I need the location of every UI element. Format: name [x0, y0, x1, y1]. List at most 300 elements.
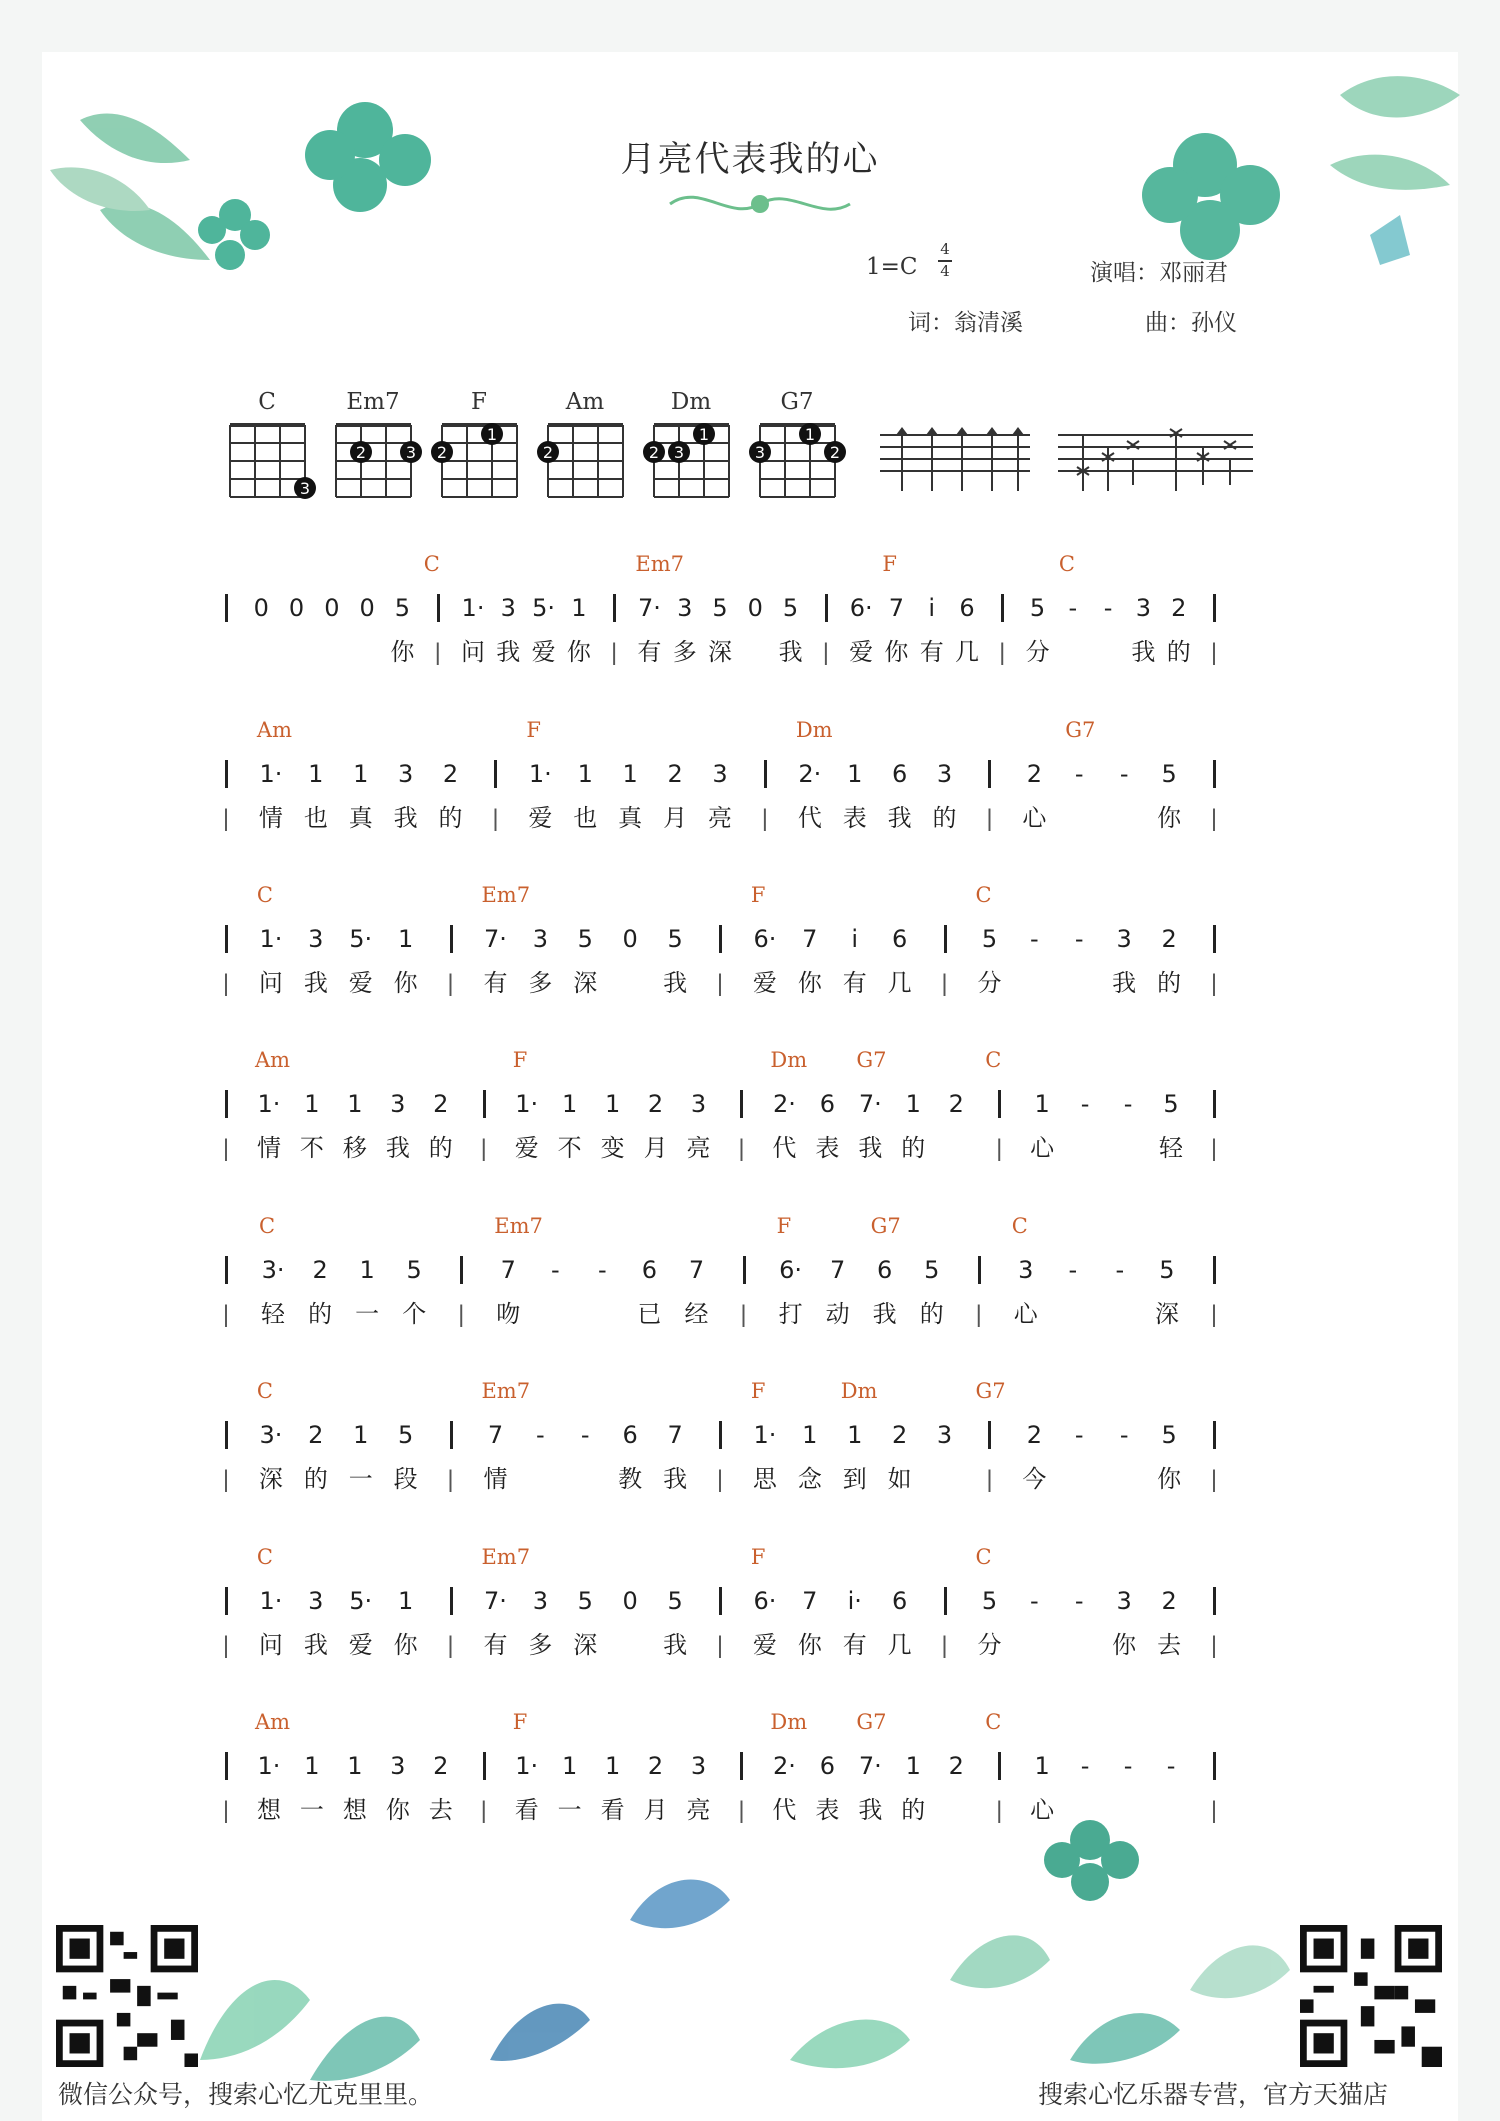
- lyric-char: 我: [303, 970, 328, 997]
- note: 7: [829, 1256, 846, 1284]
- lyric-char: 表: [815, 1797, 840, 1824]
- svg-text:2: 2: [355, 443, 367, 462]
- bar-line: [1213, 1256, 1216, 1284]
- notation-line: [226, 1086, 1216, 1124]
- chord-label: C: [423, 552, 440, 576]
- lyric-char: 问: [258, 970, 283, 997]
- note: 3: [532, 1587, 548, 1615]
- note: 7·: [858, 1752, 882, 1780]
- note: 1·: [461, 594, 485, 622]
- note: 1·: [257, 1090, 281, 1118]
- lyric-char: 你: [1112, 1632, 1137, 1659]
- note: 1: [1034, 1090, 1050, 1118]
- note: -: [1123, 1752, 1133, 1780]
- svg-text:1: 1: [486, 425, 498, 444]
- lyric-char: 有: [842, 970, 867, 997]
- note: 1: [802, 1421, 818, 1449]
- lyric-char: 心: [1022, 805, 1047, 832]
- lyric-char: 一: [348, 1466, 373, 1493]
- note: 6: [819, 1752, 836, 1780]
- lyric-char: 看: [600, 1797, 625, 1824]
- note: 5: [712, 594, 728, 622]
- note: 7: [802, 925, 818, 953]
- lyric-char: 代: [772, 1135, 797, 1162]
- note: 0: [253, 594, 269, 622]
- lyric-bar: |: [434, 639, 441, 666]
- bar-line: [825, 594, 828, 622]
- lyric-char: 代: [797, 805, 822, 832]
- bar-line: [1001, 594, 1004, 622]
- note: -: [1166, 1752, 1176, 1780]
- note: 6: [641, 1256, 658, 1284]
- note: 5: [981, 1587, 998, 1615]
- note: 5: [394, 594, 411, 622]
- note: 2: [442, 760, 459, 788]
- note: -: [1030, 1587, 1039, 1615]
- note: 1: [905, 1752, 921, 1780]
- note: 7: [802, 1587, 818, 1615]
- notation-line: [226, 590, 1216, 628]
- note: 1: [1034, 1752, 1050, 1780]
- lyric-bar: |: [492, 805, 499, 832]
- note: 5: [782, 594, 799, 622]
- lyric-char: 爱: [348, 970, 373, 997]
- time-signature-line: [938, 260, 952, 262]
- note: -: [580, 1421, 590, 1449]
- note: 1·: [515, 1090, 539, 1118]
- lyric-bar: |: [716, 1466, 724, 1493]
- lyric-char: 想: [342, 1797, 367, 1824]
- lyric-char: 如: [887, 1466, 912, 1493]
- note: -: [1115, 1256, 1125, 1284]
- note: 5: [577, 925, 593, 953]
- chord-label: C: [985, 1048, 1002, 1072]
- bar-line: [450, 925, 453, 953]
- chord-label: G7: [856, 1048, 887, 1072]
- note: 1: [604, 1752, 621, 1780]
- lyric-char: 有: [842, 1632, 867, 1659]
- lyric-bar: |: [1210, 1135, 1218, 1162]
- bar-line: [437, 594, 440, 622]
- chord-label: C: [256, 883, 273, 907]
- note: 1·: [257, 1752, 281, 1780]
- note: 5·: [349, 925, 373, 953]
- note: 1: [562, 1752, 578, 1780]
- note: 1: [304, 1090, 320, 1118]
- lyric-char: 表: [842, 805, 867, 832]
- bar-line: [988, 1421, 991, 1449]
- lyric-char: 思: [752, 1466, 777, 1493]
- lyric-char: 分: [1025, 639, 1050, 666]
- lyric-bar: |: [1210, 1466, 1218, 1493]
- notation-line: [226, 756, 1216, 794]
- lyric-char: 有: [637, 639, 662, 666]
- lyric-char: 爱: [528, 805, 553, 832]
- lyric-bar: |: [1210, 805, 1218, 832]
- chord-label: F: [512, 1048, 528, 1072]
- bar-line: [450, 1421, 453, 1449]
- notation-line: [226, 1252, 1216, 1290]
- bar-line: [719, 1587, 722, 1615]
- lyric-char: 心: [1013, 1301, 1038, 1328]
- chord-label: Am: [256, 718, 292, 742]
- lyric-char: 的: [1166, 639, 1191, 666]
- lyric-bar: |: [1210, 1632, 1218, 1659]
- bar-line: [944, 1587, 947, 1615]
- bar-line: [225, 594, 228, 622]
- lyric-bar: |: [458, 1301, 465, 1328]
- note: 3: [532, 925, 548, 953]
- lyric-bar: |: [1210, 1797, 1218, 1824]
- chord-label: Dm: [770, 1710, 808, 1734]
- chord-diagram-grid: [436, 425, 534, 517]
- lyric-bar: |: [996, 1797, 1003, 1824]
- lyric-char: 月: [663, 805, 688, 832]
- lyric-bar: |: [611, 639, 618, 666]
- lyric-char: 念: [797, 1466, 822, 1493]
- lyric-char: 我: [385, 1135, 410, 1162]
- lyric-char: 我: [887, 805, 912, 832]
- note: 7·: [484, 1587, 507, 1615]
- lyric-line: [222, 966, 1218, 1002]
- lyric-bar: |: [1210, 639, 1218, 666]
- lyricist-credit: 词：翁清溪: [908, 310, 1023, 336]
- notation-line: [226, 921, 1216, 959]
- lyric-char: 我: [858, 1797, 883, 1824]
- note: 1: [304, 1752, 320, 1780]
- qr-code-left: [56, 1925, 198, 2067]
- note: -: [550, 1256, 560, 1284]
- note: 1·: [528, 760, 552, 788]
- note: 1: [353, 760, 369, 788]
- chord-label: C: [256, 1545, 273, 1569]
- note: 5: [667, 925, 683, 953]
- strum-pattern-diagram: [880, 425, 1040, 497]
- lyric-char: 的: [438, 805, 463, 832]
- svg-text:3: 3: [754, 443, 766, 462]
- title-ornament: [660, 182, 860, 226]
- bar-line: [1213, 1421, 1216, 1449]
- note: 2: [1161, 925, 1177, 953]
- lyric-char: 多: [528, 970, 553, 997]
- notation-line: [226, 1417, 1216, 1455]
- bar-line: [225, 760, 228, 788]
- lyric-line: [226, 635, 1216, 671]
- lyric-char: 情: [258, 805, 283, 832]
- chord-diagram-grid: [648, 425, 746, 517]
- note: 3: [390, 1752, 406, 1780]
- lyric-char: 不: [299, 1135, 324, 1162]
- note: -: [1068, 1256, 1078, 1284]
- svg-text:2: 2: [648, 443, 660, 462]
- note: 6: [891, 925, 908, 953]
- lyric-char: 心: [1030, 1135, 1055, 1162]
- note: 3: [397, 760, 414, 788]
- bar-line: [743, 1256, 746, 1284]
- lyric-bar: |: [480, 1797, 487, 1824]
- chord-label: F: [526, 718, 541, 742]
- lyric-char: 个: [402, 1301, 427, 1328]
- note: 1: [905, 1090, 921, 1118]
- note: 7: [888, 594, 905, 622]
- note: 3: [690, 1752, 707, 1780]
- chord-label: C: [259, 1214, 276, 1238]
- chord-diagram-grid: [228, 425, 322, 517]
- lyric-bar: |: [941, 1632, 948, 1659]
- chord-label: G7: [870, 1214, 901, 1238]
- note: 2: [308, 1421, 324, 1449]
- lyric-char: 爱: [752, 1632, 777, 1659]
- lyric-char: 情: [256, 1135, 281, 1162]
- lyric-char: 的: [303, 1466, 328, 1493]
- lyric-char: 吻: [496, 1301, 521, 1328]
- note: 3: [1135, 594, 1152, 622]
- bar-line: [719, 925, 722, 953]
- note: 0: [324, 594, 340, 622]
- lyric-char: 移: [342, 1135, 367, 1162]
- note: 6·: [779, 1256, 803, 1284]
- note: 5: [667, 1587, 683, 1615]
- lyric-char: 一: [355, 1301, 380, 1328]
- bar-line: [740, 1090, 743, 1118]
- note: 3: [308, 925, 324, 953]
- note: 1: [359, 1256, 375, 1284]
- note: 1·: [259, 1587, 283, 1615]
- chord-diagram-name: C: [258, 389, 276, 415]
- note: 3·: [259, 1421, 283, 1449]
- lyric-line: [222, 1628, 1218, 1664]
- note: -: [1119, 1421, 1129, 1449]
- note: 1: [622, 760, 638, 788]
- note: 1: [562, 1090, 578, 1118]
- lyric-char: 有: [483, 970, 508, 997]
- lyric-char: 几: [955, 639, 979, 666]
- lyric-char: 几: [887, 970, 912, 997]
- lyric-char: 我: [778, 639, 803, 666]
- lyric-char: 我: [303, 1632, 328, 1659]
- chord-label: F: [750, 883, 766, 907]
- lyric-char: 爱: [531, 639, 556, 666]
- note: 2: [647, 1090, 664, 1118]
- svg-text:1: 1: [804, 425, 816, 444]
- lyric-char: 一: [557, 1797, 582, 1824]
- lyric-char: 深: [573, 970, 598, 997]
- lyric-char: 问: [258, 1632, 283, 1659]
- note: 7: [688, 1256, 705, 1284]
- note: 6: [819, 1090, 836, 1118]
- time-signature-top: 4: [940, 240, 950, 258]
- lyric-char: 问: [461, 639, 485, 666]
- svg-text:2: 2: [436, 443, 448, 462]
- lyric-char: 深: [258, 1466, 283, 1493]
- note: 3: [1116, 1587, 1132, 1615]
- chord-label: G7: [1065, 718, 1096, 742]
- leaf-decoration-bottom: [190, 1760, 1340, 2090]
- note: 2: [948, 1090, 964, 1118]
- note: 6: [622, 1421, 638, 1449]
- lyric-char: 你: [566, 639, 591, 666]
- note: 5: [981, 925, 998, 953]
- lyric-char: 我: [393, 805, 418, 832]
- note: -: [598, 1256, 607, 1284]
- chord-label: Em7: [635, 552, 685, 576]
- note: 1·: [259, 925, 283, 953]
- note: 0: [288, 594, 305, 622]
- lyric-char: 多: [672, 639, 697, 666]
- lyric-char: 也: [573, 805, 598, 832]
- bar-line: [944, 925, 947, 953]
- lyric-char: 有: [919, 639, 944, 666]
- pluck-pattern-diagram: [1058, 425, 1258, 497]
- bar-line: [1213, 594, 1216, 622]
- note: 2·: [772, 1752, 796, 1780]
- lyric-char: 月: [643, 1797, 668, 1824]
- lyric-char: 我: [1112, 970, 1137, 997]
- bar-line: [225, 1256, 228, 1284]
- note: 1: [571, 594, 587, 622]
- note: 6: [877, 1256, 893, 1284]
- svg-text:3: 3: [673, 443, 685, 462]
- note: 3: [712, 760, 728, 788]
- lyric-bar: |: [738, 1797, 745, 1824]
- bar-line: [450, 1587, 453, 1615]
- note: 3: [500, 594, 516, 622]
- lyric-char: 你: [1157, 1466, 1182, 1493]
- lyric-bar: |: [999, 639, 1006, 666]
- lyric-bar: |: [447, 1632, 454, 1659]
- lyric-char: 经: [684, 1301, 709, 1328]
- lyric-char: 打: [778, 1301, 803, 1328]
- bar-line: [764, 760, 767, 788]
- bar-line: [1213, 925, 1216, 953]
- lyric-bar: |: [716, 970, 724, 997]
- lyric-char: 的: [428, 1135, 453, 1162]
- note: 1: [577, 760, 593, 788]
- bar-line: [978, 1256, 981, 1284]
- note: 3: [936, 1421, 953, 1449]
- note: 5: [1029, 594, 1046, 622]
- chord-label: Am: [254, 1048, 291, 1072]
- lyric-char: 去: [1157, 1632, 1182, 1659]
- note: 0: [622, 925, 638, 953]
- lyric-line: [222, 1131, 1218, 1167]
- bar-line: [1213, 1587, 1216, 1615]
- note: 2: [1161, 1587, 1177, 1615]
- lyric-char: 代: [772, 1797, 797, 1824]
- lyric-char: 的: [901, 1135, 926, 1162]
- chord-label: Dm: [840, 1379, 878, 1403]
- chord-label: Dm: [770, 1048, 808, 1072]
- note: 6·: [849, 594, 873, 622]
- bar-line: [225, 1090, 228, 1118]
- note: 3: [690, 1090, 707, 1118]
- lyric-char: 的: [932, 805, 957, 832]
- note: 3: [936, 760, 953, 788]
- lyric-char: 你: [1157, 805, 1182, 832]
- lyric-char: 的: [1157, 970, 1182, 997]
- note: -: [1074, 925, 1084, 953]
- composer-credit: 曲：孙仪: [1145, 310, 1237, 336]
- note: 5: [924, 1256, 940, 1284]
- bar-line: [1213, 760, 1216, 788]
- lyric-char: 深: [573, 1632, 598, 1659]
- note: 5: [1159, 1256, 1175, 1284]
- lyric-char: 你: [385, 1797, 410, 1824]
- lyric-char: 心: [1030, 1797, 1055, 1824]
- svg-text:2: 2: [829, 443, 841, 462]
- note: -: [1119, 760, 1129, 788]
- lyric-char: 有: [483, 1632, 508, 1659]
- lyric-bar: |: [447, 970, 454, 997]
- lyric-bar: |: [222, 1632, 230, 1659]
- lyric-char: 多: [528, 1632, 553, 1659]
- note: -: [536, 1421, 545, 1449]
- note: 5: [397, 1421, 414, 1449]
- note: 2: [433, 1752, 449, 1780]
- note: 2: [312, 1256, 328, 1284]
- lyric-line: [222, 1462, 1218, 1498]
- lyric-char: 亮: [708, 805, 732, 832]
- lyric-char: 你: [393, 1632, 418, 1659]
- chord-label: Em7: [481, 883, 531, 907]
- note: 5: [577, 1587, 593, 1615]
- lyric-bar: |: [738, 1135, 745, 1162]
- chord-label: C: [975, 1545, 992, 1569]
- note: 2: [948, 1752, 964, 1780]
- note: 2: [1171, 594, 1187, 622]
- lyric-bar: |: [716, 1632, 724, 1659]
- note: 1: [308, 760, 324, 788]
- lyric-char: 爱: [514, 1135, 539, 1162]
- note: i·: [847, 1587, 862, 1615]
- lyric-char: 轻: [1159, 1135, 1184, 1162]
- bar-line: [225, 1587, 228, 1615]
- note: 1·: [753, 1421, 777, 1449]
- note: 1: [397, 925, 414, 953]
- note: -: [1080, 1752, 1090, 1780]
- lyric-char: 到: [842, 1466, 867, 1493]
- note: -: [1074, 1587, 1084, 1615]
- lyric-char: 教: [618, 1466, 643, 1493]
- note: 1·: [515, 1752, 539, 1780]
- note: -: [1030, 925, 1039, 953]
- note: 7: [667, 1421, 683, 1449]
- lyric-char: 我: [872, 1301, 897, 1328]
- note: 3·: [261, 1256, 285, 1284]
- lyric-bar: |: [996, 1135, 1003, 1162]
- lyric-char: 我: [663, 1632, 688, 1659]
- singer-credit: 演唱：邓丽君: [1090, 260, 1228, 286]
- lyric-char: 我: [663, 970, 688, 997]
- note: 1·: [259, 760, 283, 788]
- chord-diagram-grid: [754, 425, 852, 517]
- note: 1: [397, 1587, 414, 1615]
- lyric-bar: |: [222, 970, 230, 997]
- note: -: [1080, 1090, 1090, 1118]
- lyric-char: 亮: [686, 1135, 711, 1162]
- chord-label: G7: [975, 1379, 1006, 1403]
- lyric-bar: |: [941, 970, 948, 997]
- note: 0: [747, 594, 763, 622]
- lyric-char: 情: [483, 1466, 508, 1493]
- lyric-bar: |: [1210, 970, 1218, 997]
- note: 5: [1161, 1421, 1177, 1449]
- bar-line: [225, 1421, 228, 1449]
- note: 1: [353, 1421, 369, 1449]
- note: 2: [647, 1752, 664, 1780]
- note: 7·: [484, 925, 507, 953]
- lyric-char: 爱: [849, 639, 874, 666]
